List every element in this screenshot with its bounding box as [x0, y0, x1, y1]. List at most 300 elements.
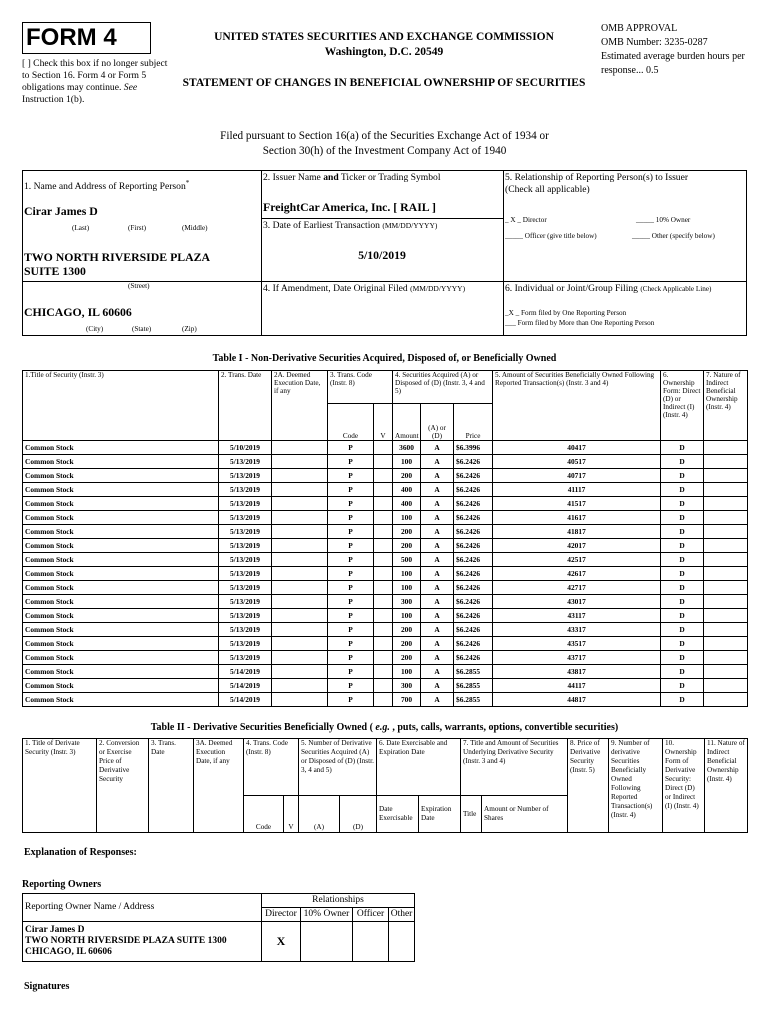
cell-v	[374, 497, 393, 511]
cell-v	[374, 679, 393, 693]
cell-deemed	[272, 637, 328, 651]
cell-owned: 41817	[493, 525, 661, 539]
cell-amount: 100	[393, 665, 421, 679]
col-nature-indirect: 7. Nature of Indirect Beneficial Ownership (Instr. 4)	[704, 371, 748, 441]
street-address: TWO NORTH RIVERSIDE PLAZA SUITE 1300	[24, 250, 211, 278]
cell-owned: 43017	[493, 595, 661, 609]
cell-date: 5/13/2019	[219, 469, 272, 483]
omb-approval: OMB APPROVAL OMB Number: 3235-0287 Estimated average burden hours per response... 0.5	[601, 23, 745, 76]
cell-a-or-d: A	[421, 525, 454, 539]
cell-code: P	[328, 539, 374, 553]
non-derivative-table	[22, 370, 748, 707]
cell-title: Common Stock	[23, 539, 219, 553]
street-label: (Street)	[128, 282, 150, 290]
reporting-owners-table	[22, 893, 415, 962]
cell-code: P	[328, 441, 374, 455]
table-row	[23, 553, 748, 567]
cell-nature	[704, 455, 748, 469]
cell-deemed	[272, 651, 328, 665]
cell-date: 5/13/2019	[219, 525, 272, 539]
cell-nature	[704, 581, 748, 595]
cell-title: Common Stock	[23, 693, 219, 707]
cell-date: 5/13/2019	[219, 595, 272, 609]
box3-label: 3. Date of Earliest Transaction (MM/DD/YYYY)	[263, 220, 438, 231]
cell-form: D	[661, 553, 704, 567]
cell-amount: 200	[393, 539, 421, 553]
cell-price: $6.3996	[454, 441, 493, 455]
t2-sub-code: Code	[244, 796, 284, 833]
cell-form: D	[661, 497, 704, 511]
cell-a-or-d: A	[421, 567, 454, 581]
cell-code: P	[328, 455, 374, 469]
t2-col-trans-date: 3. Trans. Date	[149, 739, 194, 833]
cell-title: Common Stock	[23, 595, 219, 609]
cell-code: P	[328, 525, 374, 539]
cell-form: D	[661, 609, 704, 623]
cell-title: Common Stock	[23, 469, 219, 483]
table-row	[23, 511, 748, 525]
cell-date: 5/14/2019	[219, 665, 272, 679]
ro-col-director: Director	[262, 908, 301, 922]
cell-v	[374, 483, 393, 497]
ro-owner: Cirar James D TWO NORTH RIVERSIDE PLAZA SUITE 1300 CHICAGO, IL 60606	[23, 922, 262, 962]
cell-owned: 44117	[493, 679, 661, 693]
cell-price: $6.2426	[454, 539, 493, 553]
cell-code: P	[328, 609, 374, 623]
cell-deemed	[272, 511, 328, 525]
cell-amount: 3600	[393, 441, 421, 455]
t2-col-price: 8. Price of Derivative Security (Instr. 5)	[568, 739, 609, 833]
cell-nature	[704, 469, 748, 483]
cell-title: Common Stock	[23, 665, 219, 679]
cell-v	[374, 539, 393, 553]
form-title: FORM 4	[26, 24, 117, 51]
issuer-name: FreightCar America, Inc. [ RAIL ]	[263, 200, 436, 214]
cell-deemed	[272, 525, 328, 539]
cell-owned: 42717	[493, 581, 661, 595]
first-label: (First)	[128, 224, 146, 232]
cell-code: P	[328, 693, 374, 707]
cell-title: Common Stock	[23, 609, 219, 623]
cell-owned: 44817	[493, 693, 661, 707]
cell-v	[374, 595, 393, 609]
cell-deemed	[272, 483, 328, 497]
t2-sub-amount: Amount or Number of Shares	[482, 796, 568, 833]
no-longer-subject-checkbox[interactable]: [ ] Check this box if no longer subject to Section 16. Form 4 or Form 5 obligations may continue. See Instruction 1(b).	[22, 58, 168, 105]
derivative-table	[22, 738, 748, 833]
box4-label: 4. If Amendment, Date Original Filed (MM/DD/YYYY)	[263, 283, 466, 294]
cell-owned: 41117	[493, 483, 661, 497]
cell-amount: 200	[393, 623, 421, 637]
cell-price: $6.2855	[454, 665, 493, 679]
cell-v	[374, 581, 393, 595]
cell-v	[374, 567, 393, 581]
cell-owned: 43717	[493, 651, 661, 665]
cell-a-or-d: A	[421, 455, 454, 469]
cell-form: D	[661, 679, 704, 693]
cell-price: $6.2426	[454, 567, 493, 581]
signatures-heading: Signatures	[24, 981, 70, 992]
cell-nature	[704, 693, 748, 707]
officer-checkbox[interactable]: _____ Officer (give title below)	[505, 232, 597, 240]
cell-v	[374, 455, 393, 469]
cell-form: D	[661, 595, 704, 609]
form-title-box	[22, 22, 151, 54]
cell-date: 5/14/2019	[219, 693, 272, 707]
cell-form: D	[661, 539, 704, 553]
cell-price: $6.2426	[454, 483, 493, 497]
cell-code: P	[328, 581, 374, 595]
cell-form: D	[661, 525, 704, 539]
cell-code: P	[328, 651, 374, 665]
cell-form: D	[661, 693, 704, 707]
cell-nature	[704, 609, 748, 623]
col-amount-owned: 5. Amount of Securities Beneficially Owned Following Reported Transaction(s) (Instr. 3 and 4)	[493, 371, 661, 441]
cell-deemed	[272, 441, 328, 455]
ten-percent-owner-checkbox[interactable]: _____ 10% Owner	[636, 216, 691, 224]
filed-pursuant: Filed pursuant to Section 16(a) of the Securities Exchange Act of 1934 or Section 30(h) of the Investment Company Act of 1940	[220, 130, 549, 157]
cell-a-or-d: A	[421, 637, 454, 651]
cell-date: 5/13/2019	[219, 637, 272, 651]
t2-sub-a: (A)	[299, 796, 340, 833]
cell-amount: 500	[393, 553, 421, 567]
col-ownership-form: 6. Ownership Form: Direct (D) or Indirect (I) (Instr. 4)	[661, 371, 704, 441]
cell-price: $6.2426	[454, 497, 493, 511]
cell-owned: 41617	[493, 511, 661, 525]
t2-sub-v: V	[284, 796, 299, 833]
cell-v	[374, 469, 393, 483]
cell-code: P	[328, 665, 374, 679]
cell-title: Common Stock	[23, 567, 219, 581]
ro-col-name: Reporting Owner Name / Address	[23, 894, 262, 922]
cell-deemed	[272, 595, 328, 609]
col-title-of-security: 1.Title of Security (Instr. 3)	[23, 371, 219, 441]
cell-nature	[704, 623, 748, 637]
cell-amount: 400	[393, 483, 421, 497]
sub-amount: Amount	[393, 404, 421, 441]
box1-label: 1. Name and Address of Reporting Person*	[24, 179, 190, 193]
city-label: (City)	[86, 325, 104, 333]
cell-nature	[704, 651, 748, 665]
multiple-reporting-persons-option[interactable]: ___ Form filed by More than One Reporting Person	[505, 319, 655, 327]
cell-date: 5/10/2019	[219, 441, 272, 455]
cell-nature	[704, 567, 748, 581]
cell-nature	[704, 665, 748, 679]
cell-form: D	[661, 581, 704, 595]
t2-sub-title: Title	[461, 796, 482, 833]
city-state-zip: CHICAGO, IL 60606	[24, 305, 132, 319]
table-row	[23, 483, 748, 497]
cell-nature	[704, 511, 748, 525]
cell-price: $6.2426	[454, 511, 493, 525]
table-row	[23, 469, 748, 483]
cell-amount: 100	[393, 455, 421, 469]
statement-title: STATEMENT OF CHANGES IN BENEFICIAL OWNERSHIP OF SECURITIES	[182, 77, 586, 89]
director-checkbox[interactable]: _ X _ Director	[505, 216, 547, 224]
table1-title: Table I - Non-Derivative Securities Acquired, Disposed of, or Beneficially Owned	[212, 353, 557, 364]
cell-v	[374, 511, 393, 525]
cell-amount: 700	[393, 693, 421, 707]
cell-amount: 100	[393, 511, 421, 525]
cell-owned: 42617	[493, 567, 661, 581]
t2-col-nature: 11. Nature of Indirect Beneficial Ownership (Instr. 4)	[705, 739, 748, 833]
cell-a-or-d: A	[421, 581, 454, 595]
cell-price: $6.2855	[454, 693, 493, 707]
cell-deemed	[272, 693, 328, 707]
cell-title: Common Stock	[23, 581, 219, 595]
cell-code: P	[328, 623, 374, 637]
table-row	[23, 539, 748, 553]
sub-a-or-d: (A) or (D)	[421, 404, 454, 441]
t2-col-number-derivative: 5. Number of Derivative Securities Acquired (A) or Disposed of (D) (Instr. 3, 4 and 5)	[299, 739, 377, 796]
t2-col-trans-code: 4. Trans. Code (Instr. 8)	[244, 739, 299, 796]
cell-owned: 43117	[493, 609, 661, 623]
cell-owned: 43517	[493, 637, 661, 651]
cell-price: $6.2426	[454, 553, 493, 567]
t2-sub-d: (D)	[340, 796, 377, 833]
cell-amount: 100	[393, 609, 421, 623]
cell-title: Common Stock	[23, 525, 219, 539]
cell-amount: 300	[393, 679, 421, 693]
cell-a-or-d: A	[421, 483, 454, 497]
table-row	[23, 679, 748, 693]
col-securities-acquired: 4. Securities Acquired (A) or Disposed of (D) (Instr. 3, 4 and 5)	[393, 371, 493, 404]
cell-nature	[704, 497, 748, 511]
cell-title: Common Stock	[23, 637, 219, 651]
zip-label: (Zip)	[182, 325, 197, 333]
t2-col-title-amount: 7. Title and Amount of Securities Underlying Derivative Security (Instr. 3 and 4)	[461, 739, 568, 796]
cell-a-or-d: A	[421, 441, 454, 455]
cell-title: Common Stock	[23, 511, 219, 525]
cell-price: $6.2426	[454, 469, 493, 483]
t2-col-conversion-price: 2. Conversion or Exercise Price of Derivative Security	[97, 739, 149, 833]
sub-price: Price	[454, 404, 493, 441]
cell-owned: 43317	[493, 623, 661, 637]
cell-date: 5/13/2019	[219, 553, 272, 567]
cell-a-or-d: A	[421, 693, 454, 707]
cell-date: 5/13/2019	[219, 567, 272, 581]
sub-v: V	[374, 404, 393, 441]
cell-deemed	[272, 469, 328, 483]
one-reporting-person-option[interactable]: _X _ Form filed by One Reporting Person	[505, 309, 627, 317]
cell-deemed	[272, 665, 328, 679]
cell-code: P	[328, 497, 374, 511]
cell-nature	[704, 679, 748, 693]
table-row	[23, 455, 748, 469]
cell-v	[374, 525, 393, 539]
cell-code: P	[328, 511, 374, 525]
cell-a-or-d: A	[421, 539, 454, 553]
cell-amount: 200	[393, 637, 421, 651]
cell-v	[374, 693, 393, 707]
cell-amount: 400	[393, 497, 421, 511]
table-row	[23, 623, 748, 637]
col-trans-code: 3. Trans. Code (Instr. 8)	[328, 371, 393, 404]
cell-date: 5/13/2019	[219, 581, 272, 595]
state-label: (State)	[132, 325, 152, 333]
box5-label: 5. Relationship of Reporting Person(s) to Issuer (Check all applicable)	[505, 172, 689, 195]
col-deemed-execution-date: 2A. Deemed Execution Date, if any	[272, 371, 328, 441]
cell-deemed	[272, 553, 328, 567]
t2-sub-expiration: Expiration Date	[419, 796, 461, 833]
cell-price: $6.2855	[454, 679, 493, 693]
table-row	[23, 567, 748, 581]
cell-amount: 200	[393, 469, 421, 483]
cell-a-or-d: A	[421, 679, 454, 693]
table-row	[23, 497, 748, 511]
cell-form: D	[661, 651, 704, 665]
cell-code: P	[328, 679, 374, 693]
cell-a-or-d: A	[421, 623, 454, 637]
col-trans-date: 2. Trans. Date	[219, 371, 272, 441]
cell-owned: 41517	[493, 497, 661, 511]
cell-date: 5/13/2019	[219, 539, 272, 553]
ro-col-ten-pct: 10% Owner	[301, 908, 353, 922]
t2-col-date-exercisable: 6. Date Exercisable and Expiration Date	[377, 739, 461, 796]
cell-deemed	[272, 497, 328, 511]
cell-form: D	[661, 441, 704, 455]
cell-owned: 40717	[493, 469, 661, 483]
cell-v	[374, 637, 393, 651]
cell-a-or-d: A	[421, 595, 454, 609]
cell-code: P	[328, 469, 374, 483]
cell-deemed	[272, 581, 328, 595]
cell-nature	[704, 441, 748, 455]
cell-price: $6.2426	[454, 609, 493, 623]
t2-col-title: 1. Title of Derivate Security (Instr. 3)	[23, 739, 97, 833]
cell-nature	[704, 539, 748, 553]
table-row	[23, 609, 748, 623]
cell-title: Common Stock	[23, 679, 219, 693]
cell-title: Common Stock	[23, 455, 219, 469]
cell-date: 5/13/2019	[219, 455, 272, 469]
cell-amount: 200	[393, 651, 421, 665]
table-row	[23, 581, 748, 595]
cell-a-or-d: A	[421, 665, 454, 679]
cell-deemed	[272, 567, 328, 581]
cell-owned: 43817	[493, 665, 661, 679]
cell-form: D	[661, 483, 704, 497]
ro-director-mark: X	[262, 922, 301, 962]
cell-v	[374, 651, 393, 665]
cell-owned: 42517	[493, 553, 661, 567]
cell-a-or-d: A	[421, 609, 454, 623]
cell-form: D	[661, 455, 704, 469]
cell-amount: 200	[393, 525, 421, 539]
table2-title: Table II - Derivative Securities Beneficially Owned ( e.g. , puts, calls, warrants, options, convertible securities)	[150, 722, 619, 733]
cell-code: P	[328, 483, 374, 497]
cell-deemed	[272, 539, 328, 553]
cell-date: 5/14/2019	[219, 679, 272, 693]
cell-owned: 40517	[493, 455, 661, 469]
explanation-heading: Explanation of Responses:	[24, 847, 137, 858]
cell-code: P	[328, 595, 374, 609]
table-row	[23, 637, 748, 651]
agency-name: UNITED STATES SECURITIES AND EXCHANGE COMMISSION	[214, 31, 554, 43]
cell-date: 5/13/2019	[219, 497, 272, 511]
cell-form: D	[661, 637, 704, 651]
table-row	[23, 595, 748, 609]
cell-v	[374, 623, 393, 637]
table-row	[23, 693, 748, 707]
ro-col-relationships: Relationships	[262, 894, 415, 908]
cell-amount: 100	[393, 581, 421, 595]
last-label: (Last)	[72, 224, 90, 232]
ro-col-other: Other	[389, 908, 415, 922]
cell-price: $6.2426	[454, 637, 493, 651]
cell-date: 5/13/2019	[219, 609, 272, 623]
cell-nature	[704, 525, 748, 539]
cell-date: 5/13/2019	[219, 511, 272, 525]
t2-col-deemed-date: 3A. Deemed Execution Date, if any	[194, 739, 244, 833]
cell-owned: 42017	[493, 539, 661, 553]
cell-nature	[704, 553, 748, 567]
cell-v	[374, 609, 393, 623]
table-row	[23, 525, 748, 539]
cell-form: D	[661, 623, 704, 637]
cell-a-or-d: A	[421, 511, 454, 525]
cell-code: P	[328, 637, 374, 651]
cell-deemed	[272, 609, 328, 623]
cell-form: D	[661, 665, 704, 679]
cell-v	[374, 553, 393, 567]
cell-a-or-d: A	[421, 553, 454, 567]
other-checkbox[interactable]: _____ Other (specify below)	[632, 232, 715, 240]
middle-label: (Middle)	[182, 224, 208, 232]
reporting-owners-heading: Reporting Owners	[22, 879, 102, 890]
ro-col-officer: Officer	[353, 908, 389, 922]
cell-title: Common Stock	[23, 441, 219, 455]
cell-date: 5/13/2019	[219, 483, 272, 497]
agency-location: Washington, D.C. 20549	[324, 46, 444, 58]
cell-amount: 300	[393, 595, 421, 609]
t2-sub-date-exercisable: Date Exercisable	[377, 796, 419, 833]
cell-title: Common Stock	[23, 497, 219, 511]
cell-deemed	[272, 623, 328, 637]
sub-code: Code	[328, 404, 374, 441]
cell-form: D	[661, 469, 704, 483]
cell-price: $6.2426	[454, 623, 493, 637]
cell-title: Common Stock	[23, 623, 219, 637]
cell-date: 5/13/2019	[219, 623, 272, 637]
cell-form: D	[661, 511, 704, 525]
cell-a-or-d: A	[421, 651, 454, 665]
cell-a-or-d: A	[421, 469, 454, 483]
cell-amount: 100	[393, 567, 421, 581]
cell-deemed	[272, 455, 328, 469]
cell-form: D	[661, 567, 704, 581]
cell-nature	[704, 483, 748, 497]
t2-col-number-owned: 9. Number of derivative Securities Beneficially Owned Following Reported Transaction(s) (Instr. 4)	[609, 739, 663, 833]
cell-title: Common Stock	[23, 651, 219, 665]
reporting-person-name: Cirar James D	[24, 204, 98, 218]
cell-price: $6.2426	[454, 455, 493, 469]
cell-deemed	[272, 679, 328, 693]
box6-label: 6. Individual or Joint/Group Filing (Check Applicable Line)	[505, 283, 712, 294]
t2-col-ownership-form: 10. Ownership Form of Derivative Security: Direct (D) or Indirect (I) (Instr. 4)	[663, 739, 705, 833]
table-row	[23, 441, 748, 455]
cell-price: $6.2426	[454, 581, 493, 595]
cell-code: P	[328, 567, 374, 581]
cell-price: $6.2426	[454, 651, 493, 665]
table-row	[23, 651, 748, 665]
box2-label: 2. Issuer Name and Ticker or Trading Symbol	[263, 172, 441, 183]
cell-price: $6.2426	[454, 525, 493, 539]
cell-date: 5/13/2019	[219, 651, 272, 665]
cell-nature	[704, 595, 748, 609]
cell-a-or-d: A	[421, 497, 454, 511]
cell-owned: 40417	[493, 441, 661, 455]
